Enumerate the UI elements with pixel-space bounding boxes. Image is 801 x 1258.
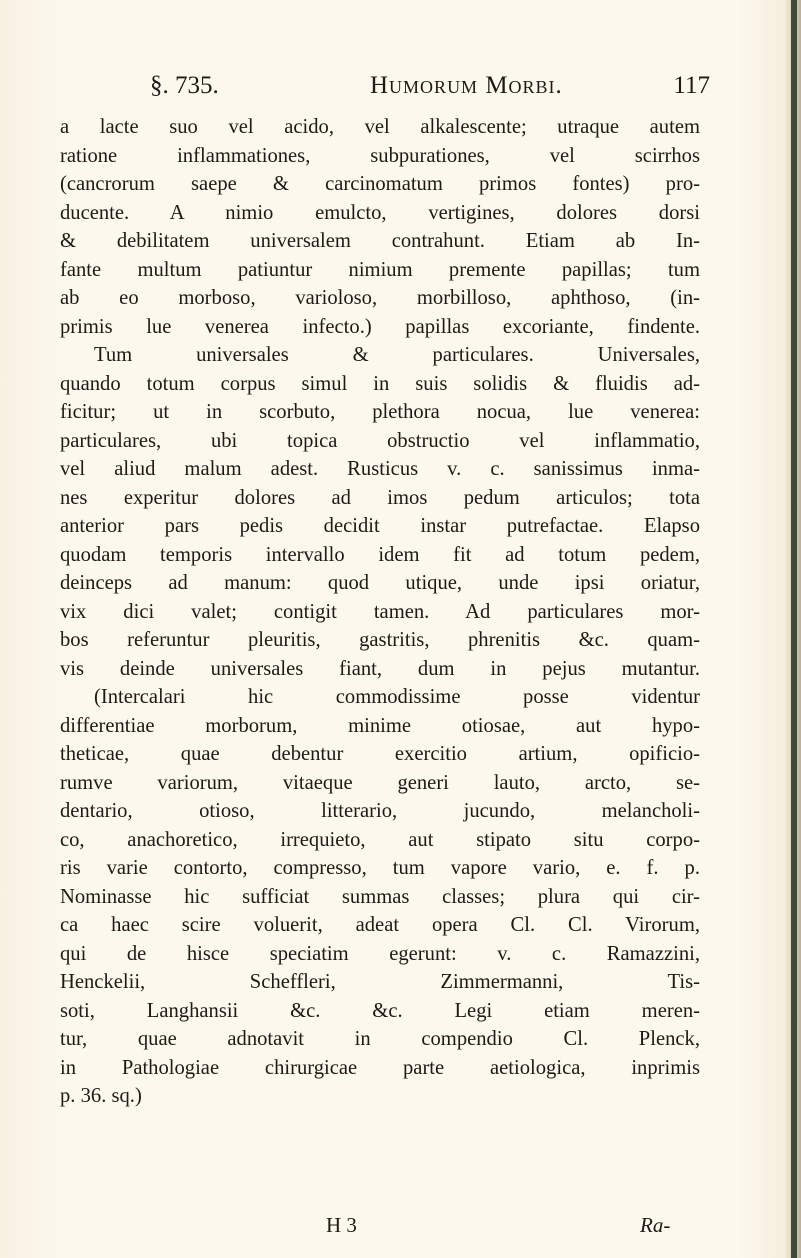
text-line: co, anachoretico, irrequieto, aut stipato situ corpo- xyxy=(60,828,700,851)
text-line: ris varie contorto, compresso, tum vapore vario, e. f. p. xyxy=(60,857,700,879)
text-line: bos referuntur pleuritis, gastritis, phrenitis &c. quam- xyxy=(60,629,700,651)
text-line: rumve variorum, vitaeque generi lauto, arcto, se- xyxy=(60,771,700,794)
section-number: §. 735. xyxy=(150,72,219,99)
text-line: & debilitatem universalem contrahunt. Etiam ab In- xyxy=(60,230,700,252)
page-number: 117 xyxy=(673,72,710,99)
text-line: dentario, otioso, litterario, jucundo, melancholi- xyxy=(60,800,700,822)
text-line: qui de hisce speciatim egerunt: v. c. Ramazzini, xyxy=(60,942,700,965)
running-title: Humorum Morbi. xyxy=(370,72,563,99)
text-line: soti, Langhansii &c. &c. Legi etiam meren- xyxy=(60,999,700,1022)
text-line: in Pathologiae chirurgicae parte aetiologica, inprimis xyxy=(60,1056,700,1079)
text-line: quodam temporis intervallo idem fit ad totum pedem, xyxy=(60,543,700,566)
text-line: primis lue venerea infecto.) papillas excoriante, findente. xyxy=(60,315,700,338)
text-line: theticae, quae debentur exercitio artium, opificio- xyxy=(60,743,700,765)
text-line: a lacte suo vel acido, vel alkalescente; utraque autem xyxy=(60,116,700,138)
text-line: nes experitur dolores ad imos pedum articulos; tota xyxy=(60,486,700,509)
text-line: anterior pars pedis decidit instar putrefactae. Elapso xyxy=(60,515,700,537)
page-footer xyxy=(60,1213,700,1243)
text-line: deinceps ad manum: quod utique, unde ipsi oriatur, xyxy=(60,572,700,594)
text-line: p. 36. sq.) xyxy=(60,1085,142,1107)
text-line: Henckelii, Scheffleri, Zimmermanni, Tis- xyxy=(60,971,700,993)
text-line: (cancrorum saepe & carcinomatum primos fontes) pro- xyxy=(60,173,700,195)
catchword: Ra- xyxy=(640,1213,671,1237)
signature-mark: H 3 xyxy=(326,1213,357,1237)
text-line: tur, quae adnotavit in compendio Cl. Plenck, xyxy=(60,1028,700,1050)
body-text xyxy=(60,113,700,1111)
text-line: differentiae morborum, minime otiosae, aut hypo- xyxy=(60,714,700,737)
text-line: quando totum corpus simul in suis solidis & fluidis ad- xyxy=(60,372,700,395)
text-line: (Intercalari hic commodissime posse videntur xyxy=(94,686,700,708)
running-header xyxy=(150,72,710,108)
binding-strip xyxy=(791,0,797,1258)
text-line: Tum universales & particulares. Universales, xyxy=(94,344,700,366)
text-line: ab eo morboso, varioloso, morbilloso, aphthoso, (in- xyxy=(60,287,700,309)
text-line: Nominasse hic sufficiat summas classes; plura qui cir- xyxy=(60,885,700,908)
text-line: vix dici valet; contigit tamen. Ad particulares mor- xyxy=(60,600,700,623)
text-line: ducente. A nimio emulcto, vertigines, dolores dorsi xyxy=(60,201,700,224)
text-line: ca haec scire voluerit, adeat opera Cl. Cl. Virorum, xyxy=(60,914,700,936)
text-line: particulares, ubi topica obstructio vel inflammatio, xyxy=(60,429,700,452)
text-line: ratione inflammationes, subpurationes, vel scirrhos xyxy=(60,144,700,167)
text-line: ficitur; ut in scorbuto, plethora nocua, lue venerea: xyxy=(60,401,700,423)
text-line: fante multum patiuntur nimium premente papillas; tum xyxy=(60,258,700,281)
text-line: vel aliud malum adest. Rusticus v. c. sanissimus inma- xyxy=(60,458,700,480)
text-line: vis deinde universales fiant, dum in pejus mutantur. xyxy=(60,657,700,680)
